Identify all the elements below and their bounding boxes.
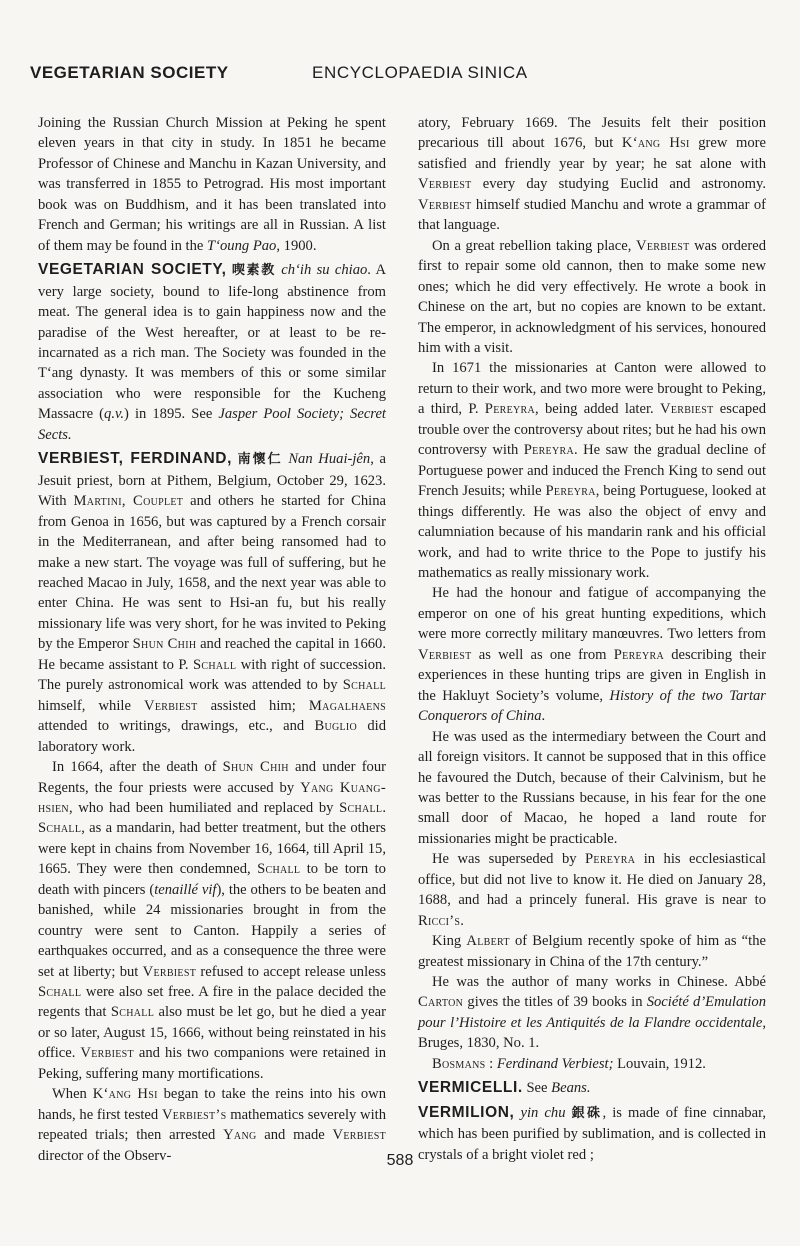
entry-headword: VERBIEST, FERDINAND,: [38, 450, 232, 468]
person-name: Verbiest’s: [161, 1106, 227, 1123]
romanization: Nan Huai-jên: [288, 451, 371, 468]
paragraph-text: and reached the capital in 1660. He became assistant to P.: [38, 636, 387, 673]
person-name: Pereyra: [545, 483, 596, 500]
person-name: Martini, Couplet: [73, 493, 184, 510]
chinese-characters: 南懷仁: [237, 452, 283, 468]
left-column: [38, 113, 386, 1166]
paragraph-text: , as a mandarin, had better treatment, but the others were kept in chains from November 16, 1664, till April 15, 1665. They were then condemned,: [38, 820, 386, 878]
paragraph: [38, 757, 386, 1084]
person-name: Shun Chih: [222, 759, 289, 776]
person-name: Schall: [339, 799, 383, 816]
paragraph-text: On a great rebellion taking place,: [432, 237, 636, 254]
person-name: Yang: [223, 1127, 257, 1144]
paragraph-text: mathematics severely with repeated trials; then arrested: [38, 1106, 386, 1144]
person-name: Pereyra: [484, 401, 536, 418]
person-name: K‘ang Hsi: [92, 1086, 158, 1103]
paragraph-text: of Belgium recently spoke of him as “the greatest missionary in China of the 17th century.”: [418, 933, 766, 970]
bibliography: [418, 1054, 766, 1074]
person-name: Buglio: [314, 718, 358, 735]
journal-title: T‘oung Pao: [207, 237, 277, 254]
person-name: Carton: [418, 994, 464, 1011]
paragraph-text: , a Jesuit priest, born at Pithem, Belgium, October 29, 1623. With: [38, 451, 386, 510]
author-name: Bosmans: [432, 1055, 486, 1072]
running-head-left: VEGETARIAN SOCIETY: [30, 63, 229, 82]
see-also-reference: Jasper Pool Society; Secret Sects.: [38, 406, 386, 443]
running-head-center: ENCYCLOPAEDIA SINICA: [312, 63, 528, 82]
person-name: Shun Chih: [132, 636, 197, 653]
paragraph-text: , being Portuguese, looked at things differently. He was also the object of envy and calumniation because of his mandarin rank and his official work, and had to write thrice to the Pope to justify his mathematics as really missionary work.: [418, 483, 766, 581]
paragraph-text: refused to accept release unless: [196, 963, 386, 980]
person-name: Ricci’s: [418, 912, 461, 929]
entry-headword: VERMILION,: [418, 1103, 515, 1121]
paragraph: [418, 931, 766, 972]
paragraph-text: .: [541, 708, 546, 725]
paragraph-text: assisted him;: [197, 697, 309, 714]
person-name: Schall: [193, 656, 237, 673]
paragraph: [418, 358, 766, 583]
paragraph: [418, 972, 766, 1054]
right-column: [418, 113, 766, 1165]
person-name: Magalhaens: [308, 697, 386, 714]
paragraph: [418, 849, 766, 931]
paragraph-text: himself, while: [38, 697, 144, 714]
entry-vermicelli: [418, 1078, 766, 1098]
paragraph-text: every day studying Euclid and astronomy.: [471, 176, 766, 193]
paragraph-text: attended to writings, drawings, etc., and: [38, 718, 315, 735]
person-name: Verbiest: [659, 401, 714, 418]
person-name: Schall: [38, 820, 82, 837]
person-name: Verbiest: [418, 646, 472, 663]
person-name: Verbiest: [142, 963, 197, 980]
person-name: Verbiest: [80, 1045, 134, 1062]
person-name: K‘ang Hsi: [621, 135, 690, 152]
entry-verbiest: [38, 449, 386, 757]
person-name: Pereyra: [585, 851, 636, 868]
page-number: 588: [386, 1152, 414, 1169]
entry-vegetarian-society: [38, 260, 386, 445]
paragraph-text: in his ecclesiastical office, but did not live to know it. He died on January 28, 1688, and had a princely funeral. His grave is near to: [418, 851, 766, 909]
paragraph-text: atory, February 1669. The Jesuits felt their position precarious till about 1676, but: [418, 115, 766, 152]
paragraph-text: also must be let go, but he died a year or so later, August 15, 1666, without being reinstated in his office.: [38, 1004, 386, 1062]
paragraph-text: He was the author of many works in Chinese. Abbé: [432, 974, 766, 991]
paragraph-text: He had the honour and fatigue of accompanying the emperor on one of his great hunting expeditions, which were more correctly military manœuvres. Two letters from: [418, 585, 766, 643]
paragraph-text: :: [485, 1055, 497, 1072]
romanization: yin chu: [520, 1104, 566, 1121]
running-head: [30, 63, 770, 91]
paragraph-text: and his two companions were retained in Peking, suffering many mortifications.: [38, 1045, 387, 1082]
person-name: Verbiest: [418, 176, 472, 193]
paragraph-text: When: [52, 1086, 93, 1103]
person-name: Verbiest: [636, 237, 690, 254]
paragraph: [418, 113, 766, 236]
entry-headword: VEGETARIAN SOCIETY,: [38, 261, 227, 279]
paragraph-text: , is made of fine cinnabar, which has been purified by sublimation, and is collected in crystals of a bright violet red ;: [418, 1104, 766, 1163]
paragraph-text: In 1664, after the death of: [52, 759, 223, 776]
paragraph-text: to be torn to death with pincers (: [38, 861, 386, 898]
romanization: ch‘ih su chiao: [281, 262, 368, 279]
paragraph-text: , Bruges, 1830, No. 1.: [418, 1014, 766, 1052]
french-term: tenaillé vif: [154, 881, 217, 898]
paragraph-text: describing their experiences in these hunting trips are given in English in the Hakluyt Society’s volume,: [418, 646, 766, 704]
paragraph-text: He was used as the intermediary between the Court and all foreign visitors. It cannot be supposed that in this office he favoured the Dutch, because of their Calvinism, but he was better to the Russians because, in his fear for the one small door of Macao, he hoped a land route for missionaries might be practicable.: [418, 728, 766, 847]
paragraph-text: were also set free. A fire in the palace decided the regents that: [38, 984, 386, 1021]
paragraph-text: himself studied Manchu and wrote a grammar of that language.: [418, 196, 766, 234]
paragraph-text: He was superseded by: [432, 851, 586, 868]
paragraph-text: ) in 1895. See: [124, 406, 219, 423]
person-name: Schall: [38, 984, 82, 1001]
paragraph-text: Louvain, 1912.: [613, 1055, 706, 1072]
person-name: Yang Kuang-hsien: [38, 779, 386, 816]
cross-reference: q.v.: [104, 406, 125, 423]
paragraph-text: director of the Observ-: [38, 1147, 172, 1164]
paragraph-text: Joining the Russian Church Mission at Peking he spent eleven years in that city in study. In 1851 he became Professor of Chinese and Manchu in Kazan University, and was transferred in 1855 to Petrograd. His most important book was on Buddhism, and it has been translated into French and German; his writings are all in Russian. A list of them may be found in the: [38, 115, 386, 254]
paragraph-text: ), the others to be beaten and banished, while 24 missionaries brought in from the country were sent to Canton. Happily a series of earthquakes occurred, and as a consequence the three were set at liberty; but: [38, 881, 386, 980]
paragraph: [418, 236, 766, 359]
paragraph: [418, 727, 766, 850]
book-title: Ferdinand Verbiest;: [496, 1055, 614, 1072]
person-name: Verbiest: [332, 1127, 386, 1144]
paragraph-text: escaped trouble over the controversy about rites; but he had his own controversy with: [418, 401, 766, 459]
paragraph-text: .: [382, 799, 386, 816]
paragraph-text: . A very large society, bound to life-long abstinence from meat. The general idea is to gain happiness now and the paradise of the West hereafter, or at least to be re-incarnated as a rich man. The Society was founded in the T‘ang dynasty. It was members of this or some similar association who were responsible for the Kucheng Massacre (: [38, 262, 387, 423]
entry-headword: VERMICELLI.: [418, 1079, 523, 1097]
person-name: Schall: [342, 677, 386, 694]
paragraph: [418, 583, 766, 726]
person-name: Albert: [466, 933, 510, 950]
person-name: Pereyra: [613, 646, 664, 663]
person-name: Verbiest: [418, 196, 472, 213]
paragraph-text: did laboratory work.: [38, 718, 386, 755]
paragraph-text: King: [432, 933, 467, 950]
see-label: See: [526, 1080, 548, 1097]
paragraph-text: In 1671 the missionaries at Canton were allowed to return to their work, and two more were brought to Peking, a third, P.: [418, 360, 766, 418]
paragraph-text: and others he started for China from Genoa in 1656, but was captured by a French corsair in the Mediterranean, and after being ransomed had to make a new start. The voyage was full of suffering, but he reached Macao in July, 1658, and the next year was able to enter China. He was sent to Hsi-an fu, but his really missionary life was very short, for he was invited to Peking by the Emperor: [38, 493, 386, 653]
person-name: Pereyra: [523, 442, 574, 459]
paragraph-text: .: [460, 912, 464, 929]
entry-continuation: [38, 113, 386, 256]
person-name: Schall: [257, 861, 301, 878]
paragraph-text: and made: [256, 1127, 333, 1144]
see-also-reference: Beans.: [551, 1080, 591, 1097]
chinese-characters: 銀硃: [571, 1105, 603, 1121]
paragraph-text: , 1900.: [276, 237, 317, 254]
chinese-characters: 喫素教: [231, 263, 276, 279]
paragraph-text: . He saw the gradual decline of Portuguese power and induced the French King to send out French Jesuits; while: [418, 442, 766, 500]
publication-title: Société d’Emulation pour l’Histoire et les Antiquités de la Flandre occidentale: [418, 994, 766, 1031]
paragraph-text: began to take the reins into his own hands, he first tested: [38, 1086, 387, 1123]
book-title: History of the two Tartar Conquerors of China: [418, 687, 766, 725]
person-name: Verbiest: [144, 697, 198, 714]
paragraph-text: was ordered first to repair some old cannon, then to make some new ones; which he did very effectively. He wrote a book in Chinese on the art, but no copies are known to be extant. The emperor, in acknowledgment of his services, honoured him with a visit.: [418, 237, 767, 356]
paragraph-text: , being added later.: [535, 401, 660, 418]
person-name: Schall: [110, 1004, 155, 1021]
paragraph-text: as well as one from: [471, 646, 614, 663]
paragraph-text: grew more satisfied and friendly year by year; he sat alone with: [418, 135, 766, 172]
paragraph-text: and under four Regents, the four priests were accused by: [38, 759, 387, 796]
paragraph-text: gives the titles of 39 books in: [463, 994, 647, 1011]
paragraph-text: with right of succession. The purely astronomical work was attended to by: [38, 656, 386, 694]
paragraph-text: , who had been humiliated and replaced by: [68, 799, 340, 816]
